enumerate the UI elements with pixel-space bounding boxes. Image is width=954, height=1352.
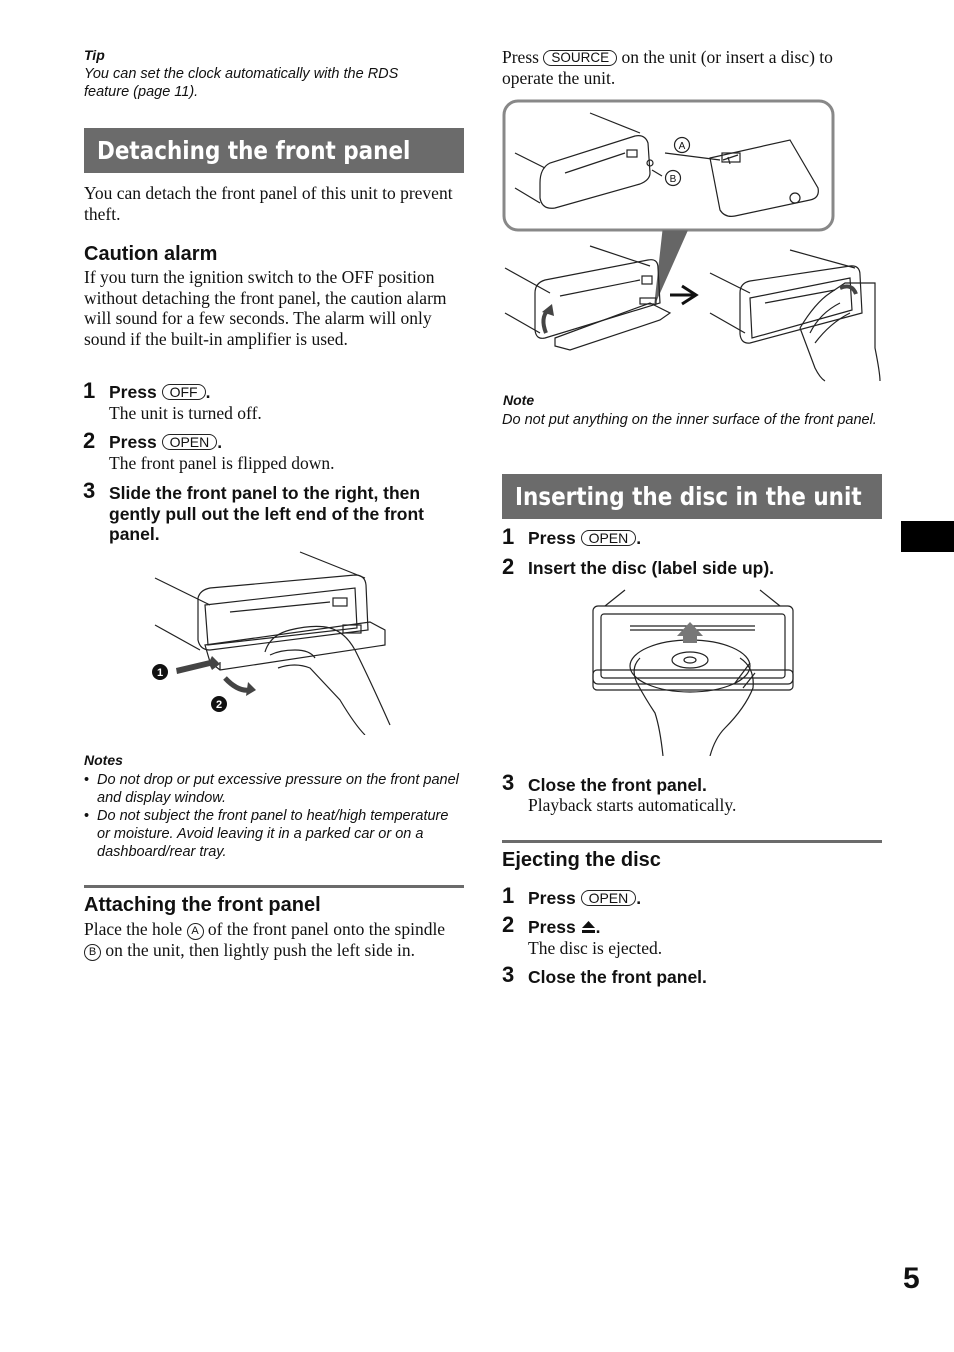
step-2-period: . <box>217 432 223 452</box>
note-item: • Do not drop or put excessive pressure on the front panel and display window. <box>84 771 464 807</box>
eject-step-3-number: 3 <box>502 962 515 987</box>
eject-step-2 <box>528 917 600 938</box>
notes-title: Notes <box>84 752 123 768</box>
eject-step-2-period: . <box>595 917 601 937</box>
detach-step-1-number: 1 <box>83 378 96 403</box>
open-key: OPEN <box>581 530 637 546</box>
attach-illustration <box>500 98 885 383</box>
eject-step-1-period: . <box>636 888 642 908</box>
label-b: B <box>669 174 677 185</box>
detach-step-3-number: 3 <box>83 478 96 503</box>
section-banner-detaching <box>84 128 464 173</box>
step-1-period: . <box>205 382 211 402</box>
eject-step-1-number: 1 <box>502 883 515 908</box>
spindle-b-icon: B <box>84 944 101 961</box>
detach-step-1 <box>109 382 210 403</box>
insert-step-3-result: Playback starts automatically. <box>528 795 737 815</box>
caution-alarm-text: If you turn the ignition switch to the OFF position without detaching the front panel, the caution alarm will sound for a few seconds. The alarm will only sound if the built-in amplifier is used. <box>84 267 447 349</box>
attach-text-part-a: Place the hole <box>84 919 183 939</box>
tip-text: You can set the clock automatically with the RDS feature (page 11). <box>84 66 399 100</box>
detach-illustration <box>150 550 395 735</box>
label-a: A <box>678 141 686 152</box>
press-source-suffix: on the unit (or insert a disc) to operate the unit. <box>502 47 833 88</box>
attaching-text <box>84 919 459 961</box>
eject-step-2-number: 2 <box>502 912 515 937</box>
insert-step-1 <box>528 528 641 549</box>
eject-icon <box>581 920 596 934</box>
insert-step-1-number: 1 <box>502 524 515 549</box>
source-key: SOURCE <box>543 50 617 66</box>
insert-step-3-number: 3 <box>502 770 515 795</box>
detach-step-1-result: The unit is turned off. <box>109 403 262 423</box>
press-source-text <box>502 47 882 88</box>
ejecting-heading: Ejecting the disc <box>502 849 661 871</box>
section-banner-inserting <box>502 474 882 519</box>
section-tab-marker <box>901 521 954 552</box>
close-arrow-icon <box>840 286 856 294</box>
eject-step-1-press-label: Press <box>528 888 576 908</box>
callout-frame <box>504 101 833 230</box>
detach-step-3: Slide the front panel to the right, then gently pull out the left end of the front panel. <box>109 483 424 544</box>
pull-arrow-head-icon <box>246 682 256 696</box>
hole-a-icon: A <box>187 923 204 940</box>
step-1-press-label: Press <box>109 382 157 402</box>
eject-step-2-press-label: Press <box>528 917 576 937</box>
eject-step-3: Close the front panel. <box>528 967 707 987</box>
open-key: OPEN <box>162 434 218 450</box>
insert-step-2: Insert the disc (label side up). <box>528 558 775 578</box>
note-title: Note <box>503 392 535 408</box>
detach-intro: You can detach the front panel of this unit to prevent theft. <box>84 183 453 224</box>
press-source-prefix: Press <box>502 47 539 67</box>
section-title-inserting: Inserting the disc in the unit <box>515 482 862 511</box>
insert-step-2-number: 2 <box>502 554 515 579</box>
insert-step-1-press-label: Press <box>528 528 576 548</box>
section-title-detaching: Detaching the front panel <box>97 136 411 165</box>
note-item: • Do not subject the front panel to heat/high temperature or moisture. Avoid leaving it in a parked car or on a dashboard/rear tray. <box>84 807 464 861</box>
page-number: 5 <box>903 1262 920 1295</box>
attach-text-part-c: on the unit, then lightly push the left side in. <box>105 940 415 960</box>
open-key: OPEN <box>581 890 637 906</box>
insert-step-1-period: . <box>636 528 642 548</box>
insert-step-3: Close the front panel. <box>528 775 707 795</box>
arrow-right-icon <box>670 286 696 304</box>
insert-disc-illustration <box>585 588 800 756</box>
callout-2-label: 2 <box>215 699 223 711</box>
notes-list <box>84 771 464 861</box>
section-rule-attaching <box>84 885 464 888</box>
tip-title: Tip <box>84 47 105 63</box>
detach-step-2-result: The front panel is flipped down. <box>109 453 335 473</box>
attaching-heading: Attaching the front panel <box>84 894 321 916</box>
note-text: Do not put anything on the inner surface of the front panel. <box>502 412 877 428</box>
detach-step-2 <box>109 432 222 453</box>
step-2-press-label: Press <box>109 432 157 452</box>
eject-step-1 <box>528 888 641 909</box>
callout-1-label: 1 <box>156 667 164 679</box>
attach-text-part-b: of the front panel onto the spindle <box>207 919 446 939</box>
section-rule-ejecting <box>502 840 882 843</box>
eject-step-2-result: The disc is ejected. <box>528 938 663 958</box>
off-key: OFF <box>162 384 206 400</box>
pull-arrow-icon <box>225 678 250 690</box>
detach-step-2-number: 2 <box>83 428 96 453</box>
slide-arrow-icon <box>176 656 220 674</box>
caution-alarm-heading: Caution alarm <box>84 243 218 265</box>
